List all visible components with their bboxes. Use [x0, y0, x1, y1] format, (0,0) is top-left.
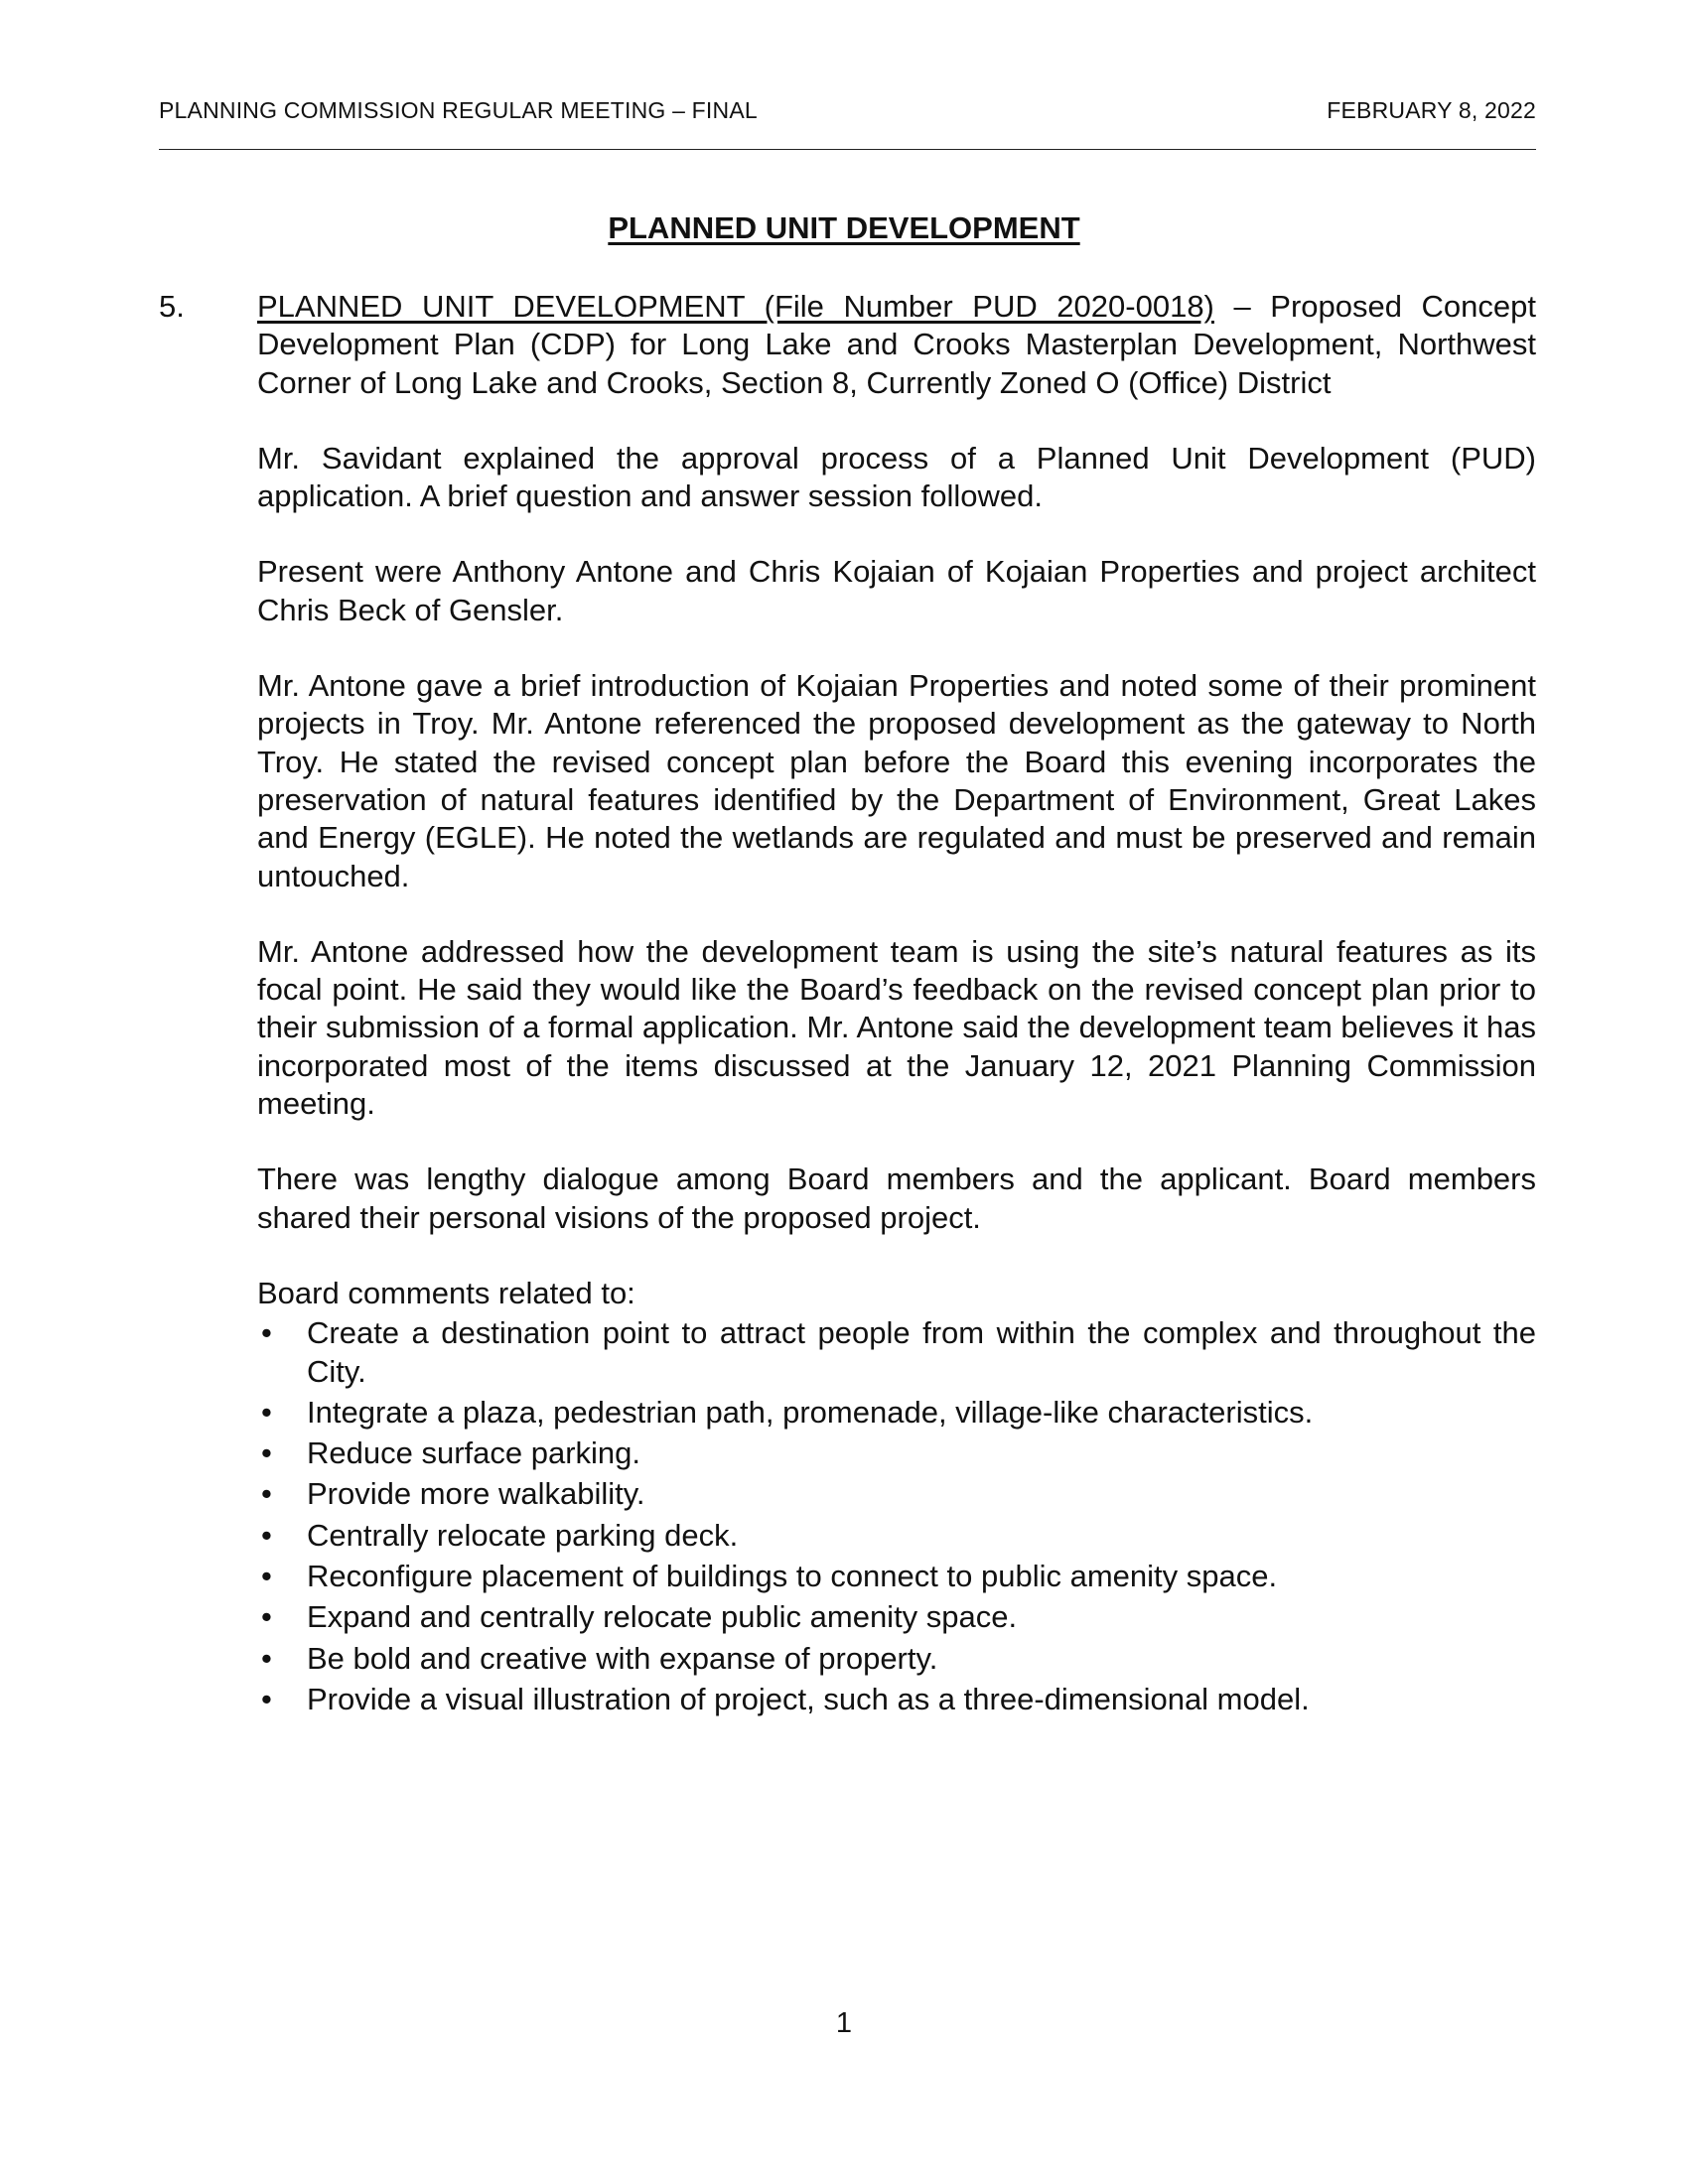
list-item-text: Expand and centrally relocate public amenity space. — [307, 1599, 1018, 1635]
bullet-icon: • — [261, 1517, 272, 1553]
list-item-text: Create a destination point to attract people from within the complex and throughout the City. — [307, 1315, 1536, 1389]
item-content — [257, 288, 1536, 1721]
list-item-text: Integrate a plaza, pedestrian path, promenade, village-like characteristics. — [307, 1394, 1314, 1430]
list-item — [257, 1394, 1536, 1432]
list-item — [257, 1517, 1536, 1555]
page-number: 1 — [835, 2007, 853, 2039]
bullet-icon: • — [261, 1640, 272, 1676]
list-item-text: Be bold and creative with expanse of property. — [307, 1640, 938, 1676]
list-item — [257, 1598, 1536, 1636]
header-divider — [159, 149, 1536, 150]
list-item — [257, 1558, 1536, 1595]
list-item — [257, 1640, 1536, 1678]
list-item — [257, 1681, 1536, 1718]
list-item — [257, 1475, 1536, 1513]
bullet-icon: • — [261, 1559, 272, 1594]
list-item-text: Reconfigure placement of buildings to connect to public amenity space. — [307, 1559, 1278, 1594]
list-item-text: Reduce surface parking. — [307, 1435, 641, 1471]
list-item — [257, 1314, 1536, 1391]
section-title: PLANNED UNIT DEVELOPMENT — [608, 210, 1080, 245]
bullet-icon: • — [261, 1315, 272, 1351]
bullet-icon: • — [261, 1476, 272, 1512]
header-date: FEBRUARY 8, 2022 — [1327, 97, 1536, 123]
bullet-icon: • — [261, 1681, 272, 1716]
header-title: PLANNING COMMISSION REGULAR MEETING – FINAL — [159, 97, 758, 123]
list-item — [257, 1434, 1536, 1472]
board-comments-list — [257, 1314, 1536, 1718]
item-heading — [257, 288, 1536, 402]
list-item-text: Centrally relocate parking deck. — [307, 1517, 739, 1553]
bullet-icon: • — [261, 1435, 272, 1471]
item-number: 5. — [159, 289, 185, 324]
paragraph: Mr. Antone gave a brief introduction of Kojaian Properties and noted some of their prominent projects in Troy. Mr. Antone referenced the proposed development as the gateway to North Troy. He stated the revised concept plan before the Board this evening incorporates the preservation of natural features identified by the Department of Environment, Great Lakes and Energy (EGLE). He noted the wetlands are regulated and must be preserved and remain untouched. — [257, 668, 1536, 893]
paragraph: There was lengthy dialogue among Board members and the applicant. Board members shared their personal visions of the proposed project. — [257, 1161, 1536, 1235]
bullet-icon: • — [261, 1394, 272, 1430]
bullet-list-intro: Board comments related to: — [257, 1275, 635, 1310]
paragraph: Mr. Antone addressed how the development team is using the site’s natural features as its focal point. He said they would like the Board’s feedback on the revised concept plan prior to their submission of a formal application. Mr. Antone said the development team believes it has incorporated most of the items discussed at the January 12, 2021 Planning Commission meeting. — [257, 933, 1536, 1122]
item-heading-underlined: PLANNED UNIT DEVELOPMENT (File Number PUD 2020-0018) — [257, 289, 1214, 324]
paragraph: Mr. Savidant explained the approval process of a Planned Unit Development (PUD) application. A brief question and answer session followed. — [257, 440, 1536, 514]
list-item-text: Provide more walkability. — [307, 1476, 645, 1512]
paragraph: Present were Anthony Antone and Chris Kojaian of Kojaian Properties and project architect Chris Beck of Gensler. — [257, 554, 1536, 627]
list-item-text: Provide a visual illustration of project, such as a three-dimensional model. — [307, 1681, 1310, 1716]
item-heading-description: – Proposed Concept Development Plan (CDP) for Long Lake and Crooks Masterplan Development, Northwest Corner of Long Lake and Crooks, Section 8, Currently Zoned O (Office) District — [257, 289, 1537, 400]
bullet-icon: • — [261, 1599, 272, 1635]
